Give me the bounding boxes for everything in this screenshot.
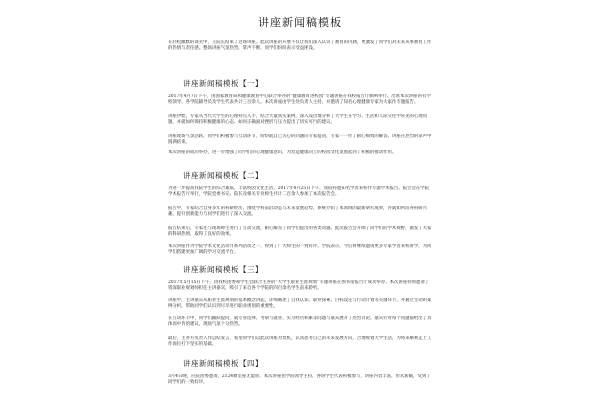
section-3-paragraph-3: 在互动环节中，同学们踊跃提问，就专业选择、考研与就业、实习经历积累等问题与嘉宾展开了热烈讨论。嘉宾针对每个问题都给出了具体而中肯的建议，现场气氛十分热烈。	[168, 316, 432, 327]
section-heading-4: 讲座新闻稿模板【四】	[183, 359, 263, 368]
document-title: 讲座新闻稿模板	[258, 16, 342, 29]
section-2-paragraph-2: 报告中，专家结合自身多年的科研经历，围绕学科前沿动态与未来发展趋势，系统介绍了本领域的最新研究成果，并就如何培养科研兴趣、提升创新能力与同学们进行了深入交流。	[168, 206, 428, 217]
section-1-paragraph-2: 讲座伊始，专家从当代大学生的心理特点入手，结合大量真实案例，深入浅出地分析了大学生在学习、生活和人际交往中常见的心理问题，并就如何保持积极健康的心态、如何正确面对挫折与压力提出了切实可行的建议。	[168, 114, 428, 125]
section-3-paragraph-4: 最后，主办方负责人作总结发言，希望同学们以此次讲座为契机，认真思考自己的未来发展方向，合理规划大学生活，为将来顺利走上工作岗位打下坚实的基础。	[168, 336, 432, 347]
section-1-paragraph-4: 本次讲座的成功举办，进一步增强了同学们的心理健康意识，为营造健康向上的校园文化氛围起到了积极的推动作用。	[168, 150, 397, 155]
section-2-paragraph-1: 为进一步提高我院学生的综合素质，丰富校园文化生活，2017年4月25日下午，我院特邀知名学者来校作专题学术报告。报告会在学院学术报告厅举行，学院党委书记、院长及相关专业师生共计二百余人参加了本次报告会。	[168, 186, 430, 197]
section-2-paragraph-3: 报告结束后，专家还与现场师生进行了互动交流，耐心解答了同学们提出的各类问题。此次报告会开阔了同学们的学术视野，激发了大家的科研热情，取得了良好的效果。	[168, 226, 432, 237]
section-1-paragraph-3: 讲座现场气氛活跃，同学们积极参与互动环节，纷纷就自己关心的问题向专家提问，专家一一作了耐心细致的解答。讲座在热烈的掌声中圆满结束。	[168, 134, 432, 145]
intro-paragraph: 在轻松幽默的谈笑中，王院长结束了这场讲座。此次讲座的开展不仅让我们深入认识了教育的内涵，更激发了同学们对未来从事教育工作的热情与责任感。整场讲座气氛热烈，掌声不断，同学们纷纷表示受益匪浅。	[168, 40, 432, 51]
section-3-paragraph-2: 讲座中，主讲嘉宾从职业生涯规划的基本概念讲起，详细阐述了自我认知、职业探索、目标设定与行动计划等关键环节，并通过生动的案例分析，帮助同学们认识到尽早进行职业规划的重要性。	[168, 298, 432, 309]
section-heading-1: 讲座新闻稿模板【一】	[183, 79, 263, 88]
section-1-paragraph-1: 2017年4月7日下午，由国家教育局和健康教育中心联合举办的“健康教育进校园”专题讲座在我校报告厅顺利举行。出席本次讲座的有学校领导、各学院辅导员及学生代表共计三百余人。本次讲座由学生处负责人主持，并邀请了知名心理健康专家为大家作专题报告。	[168, 94, 431, 105]
section-4-paragraph-1: 3月4日晚，应院团委邀请，2124教室座无虚席，本次讲座由学院领导主持，各班学生代表积极参与，讲座内容丰富，形式新颖，受到了同学们的一致好评。	[168, 374, 431, 385]
section-heading-2: 讲座新闻稿模板【二】	[183, 171, 263, 180]
section-3-paragraph-1: 2017年5月15日下午，由我校团委和学生会联合主办的“大学生职业生涯规划”专题讲座在图书馆报告厅成功举办。本次讲座特别邀请了资深职业规划师担任主讲嘉宾，吸引了来自各个学院的四百余名学生前来聆听。	[168, 280, 430, 291]
section-heading-3: 讲座新闻稿模板【三】	[183, 265, 263, 274]
section-2-paragraph-4: 本次讲座作为学院学术文化活动月系列活动之一，得到了广大师生的一致好评。学院表示，今后将继续邀请更多专家学者来校讲学，为同学们搭建更加广阔的学习交流平台。	[168, 244, 432, 255]
